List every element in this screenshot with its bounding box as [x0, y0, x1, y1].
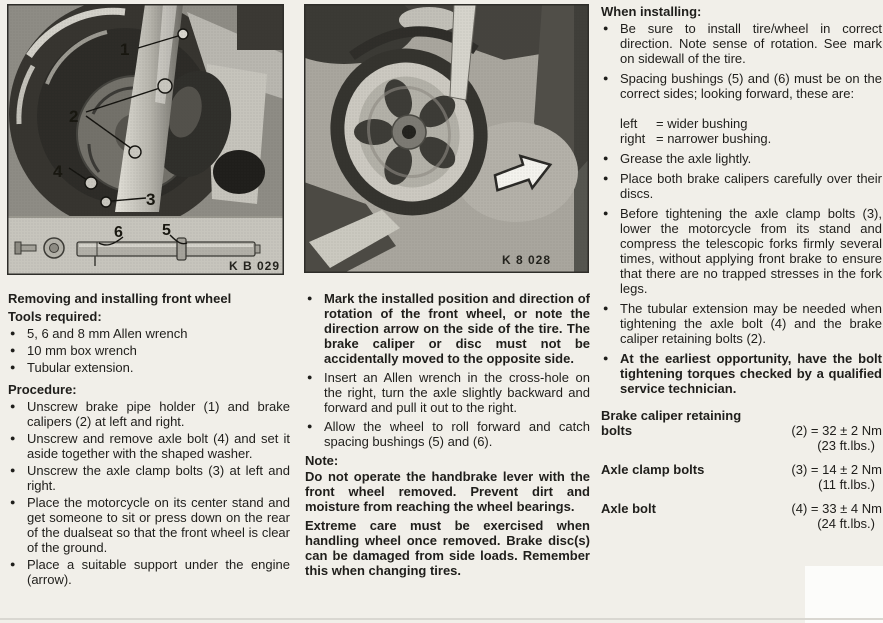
note-heading: Note: — [305, 453, 339, 468]
torque-nm: (4) = 33 ± 4 Nm — [791, 501, 882, 516]
front-wheel-callout-illustration — [7, 4, 284, 275]
photo-wheel-support-arrow — [304, 4, 589, 273]
torque-ftlbs: (24 ft.lbs.) — [817, 516, 875, 531]
bullet-icon: ● — [603, 303, 609, 313]
bullet-icon: ● — [10, 559, 16, 569]
list-item: ● Allow the wheel to roll forward and catch spacing bushings (5) and (6). — [307, 419, 590, 449]
list-item: ● Place both brake calipers carefully over their discs. — [603, 171, 882, 201]
list-item: ● Tubular extension. — [10, 360, 134, 375]
bullet-icon: ● — [603, 153, 609, 163]
list-item: ● Mark the installed position and direction of rotation of the front wheel, or note the direction arrow on the side of the tire. The brake caliper or disc must not be accidentally moved to the opposite side. — [307, 291, 590, 366]
list-item: ● Before tightening the axle clamp bolts (3), lower the motorcycle from its stand and compress the telescopic forks firmly several times, without applying front brake to ensure that there are no trapped stresses in the fork legs. — [603, 206, 882, 296]
tools-list — [8, 326, 290, 375]
list-item: ● Grease the axle lightly. — [603, 151, 752, 166]
removal-steps-list — [305, 291, 590, 449]
list-item: ● At the earliest opportunity, have the bolt tightening torques checked by a qualified service technician. — [603, 351, 882, 396]
photo-front-wheel-callouts — [7, 4, 284, 275]
bushing-key-row: left = wider bushing — [620, 116, 748, 131]
torque-table — [601, 408, 882, 531]
torque-label: Axle clamp bolts — [601, 462, 705, 477]
list-item: ● Place the motorcycle on its center stand and get someone to sit or press down on the rear of the dualseat so that the front wheel is clear of the ground. — [10, 495, 290, 555]
torque-nm: (2) = 32 ± 2 Nm — [791, 423, 882, 438]
bullet-icon: ● — [307, 421, 313, 431]
bullet-icon: ● — [10, 345, 16, 355]
bullet-icon: ● — [10, 362, 16, 372]
list-item: ● Be sure to install tire/wheel in correct direction. Note sense of rotation. See mark on sidewall of the tire. — [603, 21, 882, 66]
torque-value — [765, 462, 882, 492]
bullet-icon: ● — [603, 73, 609, 83]
list-item: ● Unscrew and remove axle bolt (4) and set it aside together with the shaped washer. — [10, 431, 290, 461]
list-item: ● Place a suitable support under the engine (arrow). — [10, 557, 290, 587]
list-item: ● Unscrew the axle clamp bolts (3) at left and right. — [10, 463, 290, 493]
note-paragraph: Extreme care must be exercised when handling wheel once removed. Brake disc(s) can be damaged from side loads. Remember this when changing tires. — [305, 518, 590, 578]
torque-ftlbs: (11 ft.lbs.) — [818, 477, 875, 492]
list-item: ● 5, 6 and 8 mm Allen wrench — [10, 326, 188, 341]
torque-label: Axle bolt — [601, 501, 656, 516]
left-column — [8, 291, 290, 589]
torque-value — [765, 501, 882, 531]
bullet-icon: ● — [603, 353, 609, 363]
bushing-key — [620, 116, 882, 146]
scan-corner-patch — [805, 566, 883, 623]
torque-nm: (3) = 14 ± 2 Nm — [791, 462, 882, 477]
bullet-icon: ● — [307, 372, 313, 382]
list-item: ● The tubular extension may be needed when tightening the axle bolt (4) and the brake caliper retaining bolts (2). — [603, 301, 882, 346]
section-title: Removing and installing front wheel — [8, 291, 232, 306]
torque-label: Brake caliper retaining bolts — [601, 408, 742, 438]
table-row — [601, 501, 882, 531]
installing-list — [601, 21, 882, 396]
list-item: ● Spacing bushings (5) and (6) must be on the correct sides; looking forward, these are: left = wider bushing right = narrower bushing. — [603, 71, 882, 146]
bullet-icon: ● — [10, 497, 16, 507]
list-item: ● Unscrew brake pipe holder (1) and brake calipers (2) at left and right. — [10, 399, 290, 429]
bullet-icon: ● — [10, 433, 16, 443]
page-edge-line — [0, 618, 883, 620]
bullet-icon: ● — [603, 173, 609, 183]
right-column — [601, 4, 882, 540]
bushing-key-row: right = narrower bushing. — [620, 131, 772, 146]
bullet-icon: ● — [10, 401, 16, 411]
tools-heading: Tools required: — [8, 309, 102, 324]
bullet-icon: ● — [10, 328, 16, 338]
bullet-icon: ● — [10, 465, 16, 475]
note-paragraph: Do not operate the handbrake lever with the front wheel removed. Prevent dirt and moisture from reaching the wheel bearings. — [305, 469, 590, 514]
wheel-support-illustration — [304, 4, 589, 273]
procedure-heading: Procedure: — [8, 382, 77, 397]
torque-ftlbs: (23 ft.lbs.) — [817, 438, 875, 453]
list-item: ● Insert an Allen wrench in the cross-hole on the right, turn the axle slightly backward and forward and pull it out to the right. — [307, 370, 590, 415]
bullet-icon: ● — [603, 23, 609, 33]
middle-column — [305, 291, 590, 582]
bullet-icon: ● — [603, 208, 609, 218]
torque-value — [765, 408, 882, 453]
bullet-icon: ● — [307, 293, 313, 303]
table-row — [601, 462, 882, 492]
table-row — [601, 408, 882, 453]
procedure-list — [8, 399, 290, 587]
when-installing-heading: When installing: — [601, 4, 702, 19]
list-item: ● 10 mm box wrench — [10, 343, 137, 358]
